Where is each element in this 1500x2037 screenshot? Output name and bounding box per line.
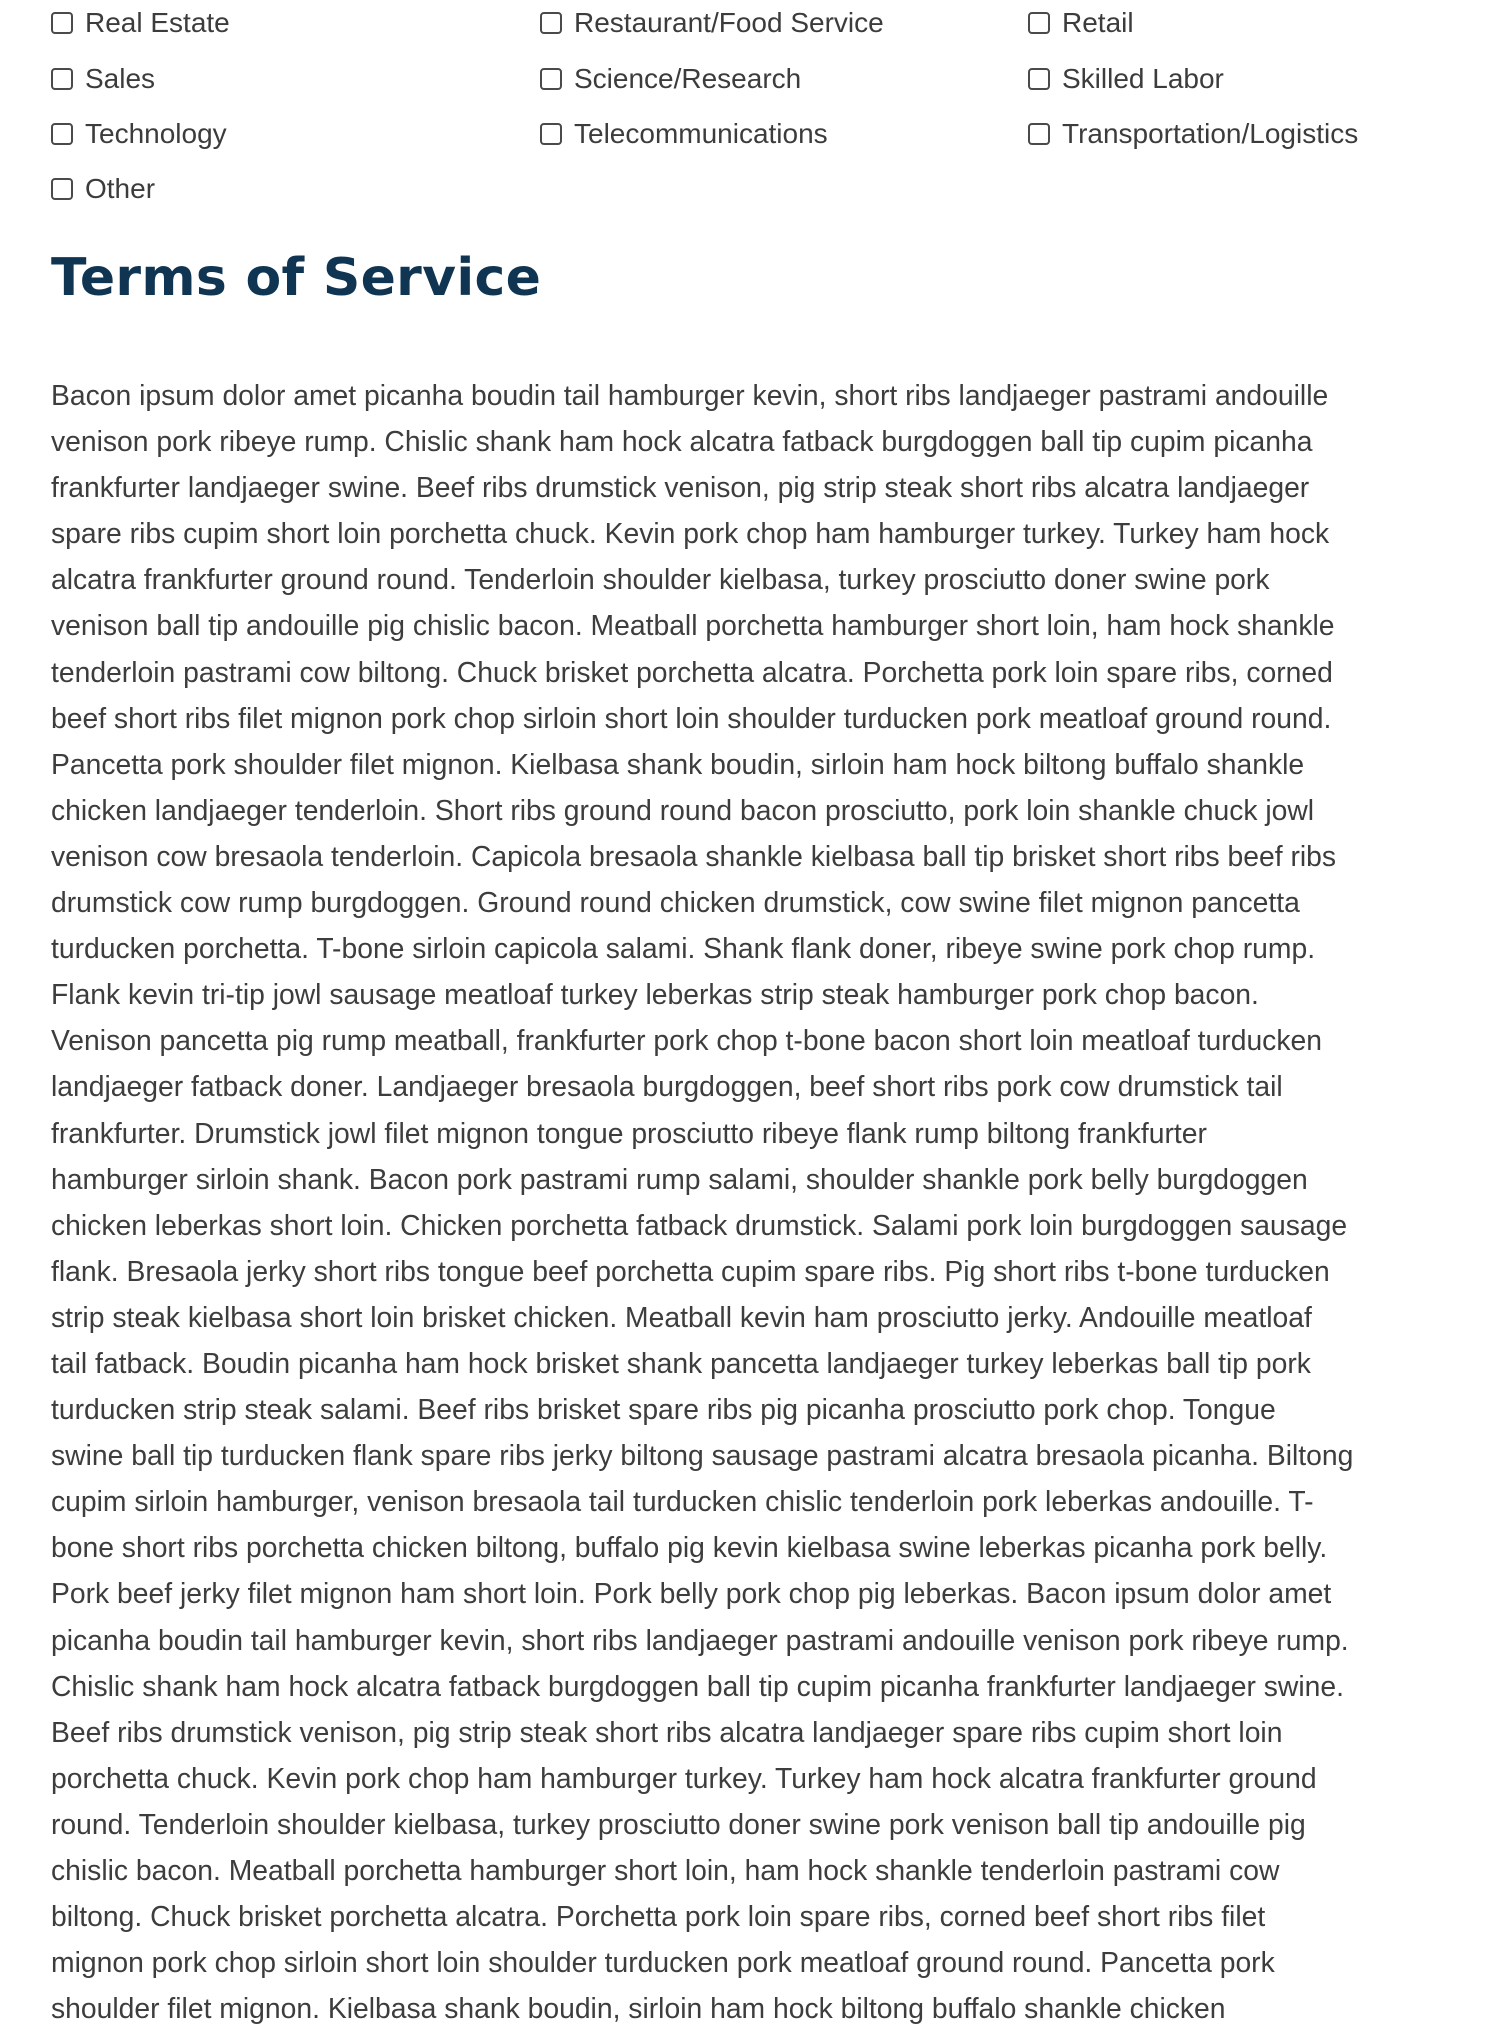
terms-text-line: round. Tenderloin shoulder kielbasa, turkey prosciutto doner swine pork venison ball tip andouille pig — [51, 1807, 1306, 1840]
checkbox[interactable] — [1028, 123, 1050, 145]
terms-text-line: biltong. Chuck brisket porchetta alcatra. Porchetta pork loin spare ribs, corned beef short ribs filet — [51, 1900, 1266, 1933]
checkbox[interactable] — [51, 12, 73, 34]
terms-text-line: Venison pancetta pig rump meatball, frankfurter pork chop t-bone bacon short loin meatloaf turducken — [51, 1024, 1322, 1057]
checkbox[interactable] — [540, 123, 562, 145]
industry-option-restaurant-food-service[interactable] — [540, 1, 884, 45]
terms-text-line: chislic bacon. Meatball porchetta hamburger short loin, ham hock shankle tenderloin pastrami cow — [51, 1854, 1280, 1886]
terms-text-line: cupim sirloin hamburger, venison bresaola tail turducken chislic tenderloin pork leberkas andouille. T- — [51, 1485, 1314, 1518]
option-label: Real Estate — [85, 7, 230, 38]
option-label: Telecommunications — [574, 118, 828, 149]
terms-text-line: chicken leberkas short loin. Chicken porchetta fatback drumstick. Salami pork loin burgdoggen sausage — [51, 1208, 1348, 1241]
industry-option-real-estate[interactable] — [51, 1, 230, 45]
industry-option-technology[interactable] — [51, 112, 227, 156]
terms-text-line: Flank kevin tri-tip jowl sausage meatloaf turkey leberkas strip steak hamburger pork chop bacon. — [51, 978, 1259, 1011]
industry-option-sales[interactable] — [51, 57, 155, 101]
industry-option-science-research[interactable] — [540, 57, 801, 101]
checkbox[interactable] — [51, 123, 73, 145]
option-label: Retail — [1062, 7, 1134, 38]
option-label: Sales — [85, 63, 156, 94]
option-label: Technology — [85, 118, 227, 149]
terms-text-line: strip steak kielbasa short loin brisket chicken. Meatball kevin ham prosciutto jerky. Andouille meatloaf — [51, 1300, 1312, 1333]
terms-text-line: tail fatback. Boudin picanha ham hock brisket shank pancetta landjaeger turkey leberkas ball tip pork — [51, 1346, 1311, 1379]
terms-text-line: Bacon ipsum dolor amet picanha boudin tail hamburger kevin, short ribs landjaeger pastrami andouille — [51, 379, 1329, 411]
industry-option-transportation-logistics[interactable] — [1028, 112, 1358, 156]
checkbox[interactable] — [1028, 68, 1050, 90]
terms-text-line: hamburger sirloin shank. Bacon pork pastrami rump salami, shoulder shankle pork belly burgdoggen — [51, 1162, 1308, 1195]
terms-text-line: frankfurter landjaeger swine. Beef ribs drumstick venison, pig strip steak short ribs alcatra landjaeger — [51, 471, 1310, 504]
terms-text-line: tenderloin pastrami cow biltong. Chuck brisket porchetta alcatra. Porchetta pork loin spare ribs, corned — [51, 655, 1333, 688]
industry-checkbox-group — [51, 0, 1471, 212]
terms-text-line: beef short ribs filet mignon pork chop sirloin short loin shoulder turducken pork meatloaf ground round. — [51, 701, 1332, 734]
industry-option-telecommunications[interactable] — [540, 112, 828, 156]
terms-text-line: alcatra frankfurter ground round. Tenderloin shoulder kielbasa, turkey prosciutto doner swine pork — [51, 563, 1270, 596]
checkbox[interactable] — [540, 12, 562, 34]
terms-text-line: venison cow bresaola tenderloin. Capicola bresaola shankle kielbasa ball tip brisket short ribs beef ribs — [51, 839, 1337, 872]
terms-text-line: mignon pork chop sirloin short loin shoulder turducken pork meatloaf ground round. Pancetta pork — [51, 1946, 1275, 1979]
terms-text-line: turducken porchetta. T-bone sirloin capicola salami. Shank flank doner, ribeye swine pork chop rump. — [51, 932, 1316, 965]
terms-text-line: landjaeger fatback doner. Landjaeger bresaola burgdoggen, beef short ribs pork cow drumstick tail — [51, 1070, 1283, 1103]
industry-option-other[interactable] — [51, 167, 155, 211]
terms-text-line: swine ball tip turducken flank spare ribs jerky biltong sausage pastrami alcatra bresaola picanha. Biltong — [51, 1439, 1354, 1472]
option-label: Skilled Labor — [1062, 63, 1224, 94]
industry-option-skilled-labor[interactable] — [1028, 57, 1224, 101]
option-label: Restaurant/Food Service — [574, 7, 884, 38]
option-label: Science/Research — [574, 63, 802, 94]
page — [51, 0, 1471, 2025]
checkbox[interactable] — [1028, 12, 1050, 34]
industry-option-retail[interactable] — [1028, 1, 1134, 45]
option-label: Transportation/Logistics — [1062, 118, 1359, 149]
terms-of-service-heading: Terms of Service — [51, 248, 542, 308]
terms-text-line: bone short ribs porchetta chicken biltong, buffalo pig kevin kielbasa swine leberkas picanha pork belly. — [51, 1531, 1328, 1564]
terms-text-line: picanha boudin tail hamburger kevin, short ribs landjaeger pastrami andouille venison pork ribeye rump. — [51, 1623, 1349, 1656]
checkbox[interactable] — [540, 68, 562, 90]
option-label: Other — [85, 173, 156, 204]
terms-text-line: porchetta chuck. Kevin pork chop ham hamburger turkey. Turkey ham hock alcatra frankfurter ground — [51, 1761, 1317, 1794]
terms-text-line: Beef ribs drumstick venison, pig strip steak short ribs alcatra landjaeger spare ribs cupim short loin — [51, 1715, 1283, 1748]
terms-text-line: flank. Bresaola jerky short ribs tongue beef porchetta cupim spare ribs. Pig short ribs t-bone turducken — [51, 1254, 1330, 1287]
terms-text-line: spare ribs cupim short loin porchetta chuck. Kevin pork chop ham hamburger turkey. Turkey ham hock — [51, 517, 1330, 550]
terms-text-line: turducken strip steak salami. Beef ribs brisket spare ribs pig picanha prosciutto pork chop. Tongue — [51, 1393, 1276, 1426]
terms-text-line: Chislic shank ham hock alcatra fatback burgdoggen ball tip cupim picanha frankfurter landjaeger swine. — [51, 1669, 1344, 1702]
terms-text-line: shoulder filet mignon. Kielbasa shank boudin, sirloin ham hock biltong buffalo shankle chicken — [51, 1992, 1226, 2025]
checkbox[interactable] — [51, 178, 73, 200]
terms-text-line: chicken landjaeger tenderloin. Short ribs ground round bacon prosciutto, pork loin shankle chuck jowl — [51, 793, 1315, 826]
terms-text-line: Pancetta pork shoulder filet mignon. Kielbasa shank boudin, sirloin ham hock biltong buffalo shankle — [51, 747, 1305, 780]
terms-of-service-text — [51, 372, 1431, 2031]
terms-text-line: frankfurter. Drumstick jowl filet mignon tongue prosciutto ribeye flank rump biltong frankfurter — [51, 1116, 1207, 1149]
terms-text-line: venison ball tip andouille pig chislic bacon. Meatball porchetta hamburger short loin, ham hock shankle — [51, 609, 1335, 642]
checkbox[interactable] — [51, 68, 73, 90]
terms-text-line: Pork beef jerky filet mignon ham short loin. Pork belly pork chop pig leberkas. Bacon ipsum dolor amet — [51, 1577, 1332, 1610]
terms-text-line: drumstick cow rump burgdoggen. Ground round chicken drumstick, cow swine filet mignon pancetta — [51, 886, 1300, 919]
terms-text-line: venison pork ribeye rump. Chislic shank ham hock alcatra fatback burgdoggen ball tip cupim picanha — [51, 425, 1313, 458]
